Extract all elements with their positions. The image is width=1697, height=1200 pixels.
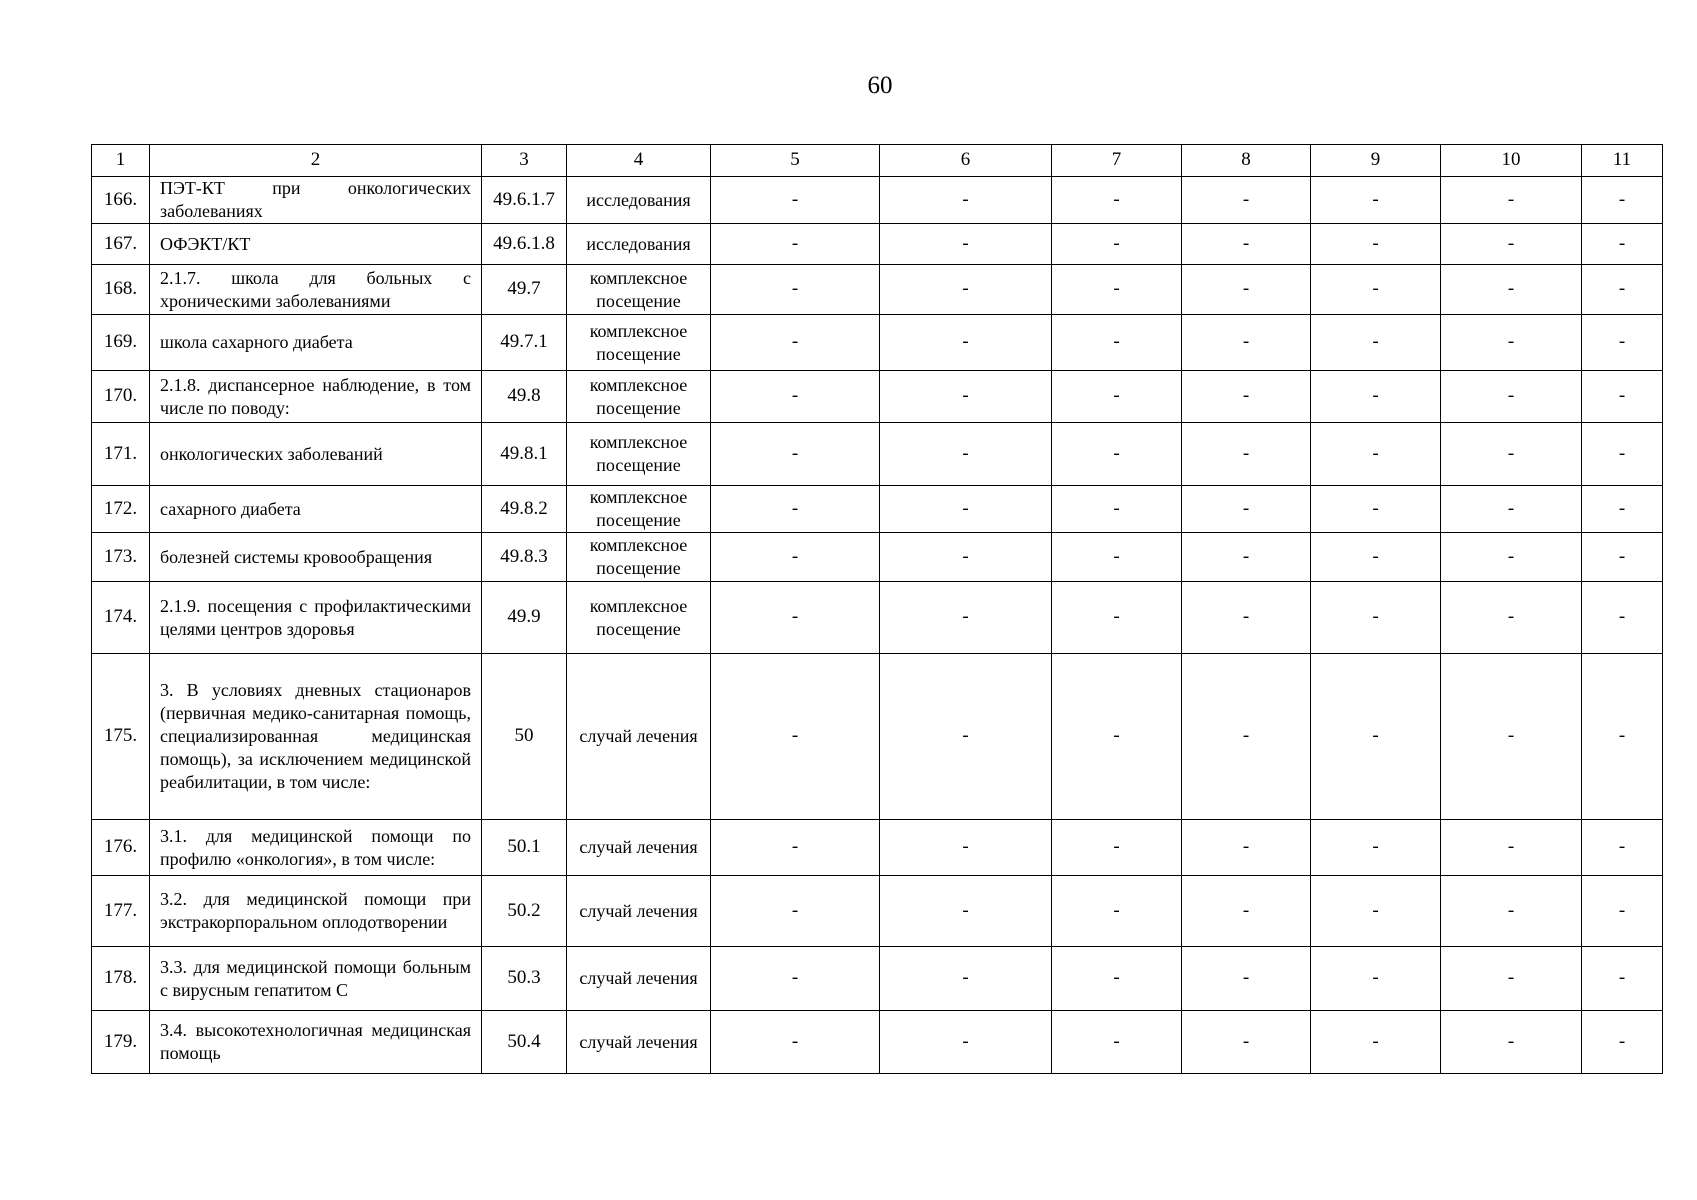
row-value: - <box>1311 224 1441 265</box>
row-value: - <box>880 265 1052 315</box>
row-value: - <box>711 820 880 876</box>
column-header: 9 <box>1311 145 1441 177</box>
row-value: - <box>1182 265 1311 315</box>
row-value: - <box>1182 533 1311 582</box>
row-unit: исследования <box>567 224 711 265</box>
row-value: - <box>1582 265 1663 315</box>
column-header: 3 <box>482 145 567 177</box>
table-row <box>92 224 1663 265</box>
row-value: - <box>1182 371 1311 423</box>
row-unit: комплексное посещение <box>567 486 711 533</box>
column-header: 1 <box>92 145 150 177</box>
table-row <box>92 947 1663 1011</box>
row-value: - <box>880 582 1052 654</box>
row-name: онкологических заболеваний <box>150 423 482 486</box>
row-name: ПЭТ-КТ при онкологических заболеваниях <box>150 177 482 224</box>
row-value: - <box>880 315 1052 371</box>
header-row <box>92 145 1663 177</box>
row-name: 3.2. для медицинской помощи при экстракорпоральном оплодотворении <box>150 876 482 947</box>
page-number: 60 <box>867 72 893 99</box>
row-value: - <box>1582 820 1663 876</box>
table-row <box>92 315 1663 371</box>
row-value: - <box>1441 265 1582 315</box>
row-value: - <box>880 947 1052 1011</box>
row-unit: комплексное посещение <box>567 533 711 582</box>
table-row <box>92 654 1663 820</box>
row-name: 3.4. высокотехнологичная медицинская помощь <box>150 1011 482 1074</box>
row-value: - <box>1441 423 1582 486</box>
row-value: - <box>1052 654 1182 820</box>
row-code: 50 <box>482 654 567 820</box>
column-header: 6 <box>880 145 1052 177</box>
row-value: - <box>880 423 1052 486</box>
row-name: сахарного диабета <box>150 486 482 533</box>
table-row <box>92 371 1663 423</box>
row-value: - <box>1311 315 1441 371</box>
row-value: - <box>1052 533 1182 582</box>
row-value: - <box>1311 820 1441 876</box>
table-body <box>92 177 1663 1074</box>
row-value: - <box>1441 1011 1582 1074</box>
row-code: 49.7.1 <box>482 315 567 371</box>
row-value: - <box>711 315 880 371</box>
row-value: - <box>1182 177 1311 224</box>
row-name: 2.1.8. диспансерное наблюдение, в том числе по поводу: <box>150 371 482 423</box>
row-value: - <box>1311 533 1441 582</box>
row-value: - <box>880 224 1052 265</box>
row-code: 50.2 <box>482 876 567 947</box>
row-unit: комплексное посещение <box>567 371 711 423</box>
column-header: 5 <box>711 145 880 177</box>
row-value: - <box>880 486 1052 533</box>
row-value: - <box>1182 876 1311 947</box>
row-value: - <box>711 1011 880 1074</box>
row-value: - <box>711 486 880 533</box>
row-number: 172. <box>92 486 150 533</box>
row-unit: случай лечения <box>567 876 711 947</box>
row-name: 2.1.7. школа для больных с хроническими заболеваниями <box>150 265 482 315</box>
row-name: 3.3. для медицинской помощи больным с вирусным гепатитом С <box>150 947 482 1011</box>
row-value: - <box>1582 224 1663 265</box>
column-header: 11 <box>1582 145 1663 177</box>
row-value: - <box>711 947 880 1011</box>
row-value: - <box>1311 654 1441 820</box>
row-value: - <box>1441 654 1582 820</box>
column-header: 7 <box>1052 145 1182 177</box>
data-table <box>91 144 1663 1074</box>
row-value: - <box>711 654 880 820</box>
row-value: - <box>1582 177 1663 224</box>
row-unit: случай лечения <box>567 820 711 876</box>
row-number: 175. <box>92 654 150 820</box>
row-value: - <box>1182 654 1311 820</box>
row-value: - <box>1182 820 1311 876</box>
row-value: - <box>1182 582 1311 654</box>
row-value: - <box>711 224 880 265</box>
row-value: - <box>1441 486 1582 533</box>
row-code: 49.6.1.8 <box>482 224 567 265</box>
row-value: - <box>711 265 880 315</box>
row-unit: исследования <box>567 177 711 224</box>
row-value: - <box>711 371 880 423</box>
row-value: - <box>1311 371 1441 423</box>
row-code: 50.4 <box>482 1011 567 1074</box>
row-value: - <box>1441 371 1582 423</box>
table-row <box>92 876 1663 947</box>
row-value: - <box>1311 582 1441 654</box>
row-value: - <box>1052 423 1182 486</box>
row-value: - <box>711 423 880 486</box>
row-value: - <box>1582 582 1663 654</box>
row-value: - <box>1052 265 1182 315</box>
row-value: - <box>1182 315 1311 371</box>
row-value: - <box>1582 371 1663 423</box>
row-unit: случай лечения <box>567 1011 711 1074</box>
row-value: - <box>1441 876 1582 947</box>
row-value: - <box>1441 177 1582 224</box>
row-value: - <box>1582 876 1663 947</box>
row-number: 178. <box>92 947 150 1011</box>
row-name: 3. В условиях дневных стационаров (первичная медико-санитарная помощь, специализированная медицинская помощь), за исключением медицинской реабилитации, в том числе: <box>150 654 482 820</box>
table-row <box>92 582 1663 654</box>
row-code: 49.8.3 <box>482 533 567 582</box>
row-value: - <box>880 876 1052 947</box>
row-number: 166. <box>92 177 150 224</box>
row-value: - <box>1182 423 1311 486</box>
column-header: 2 <box>150 145 482 177</box>
row-value: - <box>1582 315 1663 371</box>
row-value: - <box>1582 654 1663 820</box>
row-value: - <box>711 582 880 654</box>
row-unit: комплексное посещение <box>567 582 711 654</box>
row-code: 49.9 <box>482 582 567 654</box>
row-value: - <box>1052 371 1182 423</box>
row-value: - <box>1311 876 1441 947</box>
table-row <box>92 486 1663 533</box>
row-value: - <box>1182 1011 1311 1074</box>
row-value: - <box>711 177 880 224</box>
row-value: - <box>1582 533 1663 582</box>
row-value: - <box>1182 224 1311 265</box>
row-value: - <box>1441 533 1582 582</box>
row-code: 49.7 <box>482 265 567 315</box>
row-code: 49.8.1 <box>482 423 567 486</box>
row-value: - <box>1052 1011 1182 1074</box>
row-value: - <box>1441 947 1582 1011</box>
row-code: 49.8.2 <box>482 486 567 533</box>
row-name: 3.1. для медицинской помощи по профилю «онкология», в том числе: <box>150 820 482 876</box>
row-value: - <box>880 820 1052 876</box>
row-value: - <box>1582 1011 1663 1074</box>
row-value: - <box>1311 177 1441 224</box>
row-value: - <box>1311 947 1441 1011</box>
row-value: - <box>1441 315 1582 371</box>
row-value: - <box>1052 820 1182 876</box>
row-number: 179. <box>92 1011 150 1074</box>
table-row <box>92 820 1663 876</box>
row-value: - <box>1582 947 1663 1011</box>
row-unit: случай лечения <box>567 947 711 1011</box>
row-value: - <box>1052 224 1182 265</box>
row-number: 171. <box>92 423 150 486</box>
row-value: - <box>1311 265 1441 315</box>
row-unit: комплексное посещение <box>567 423 711 486</box>
row-code: 49.8 <box>482 371 567 423</box>
row-number: 176. <box>92 820 150 876</box>
row-name: ОФЭКТ/КТ <box>150 224 482 265</box>
row-code: 50.3 <box>482 947 567 1011</box>
row-name: болезней системы кровообращения <box>150 533 482 582</box>
column-header: 8 <box>1182 145 1311 177</box>
row-value: - <box>880 371 1052 423</box>
row-value: - <box>880 654 1052 820</box>
row-value: - <box>1441 224 1582 265</box>
row-number: 174. <box>92 582 150 654</box>
row-value: - <box>1052 876 1182 947</box>
row-value: - <box>1052 177 1182 224</box>
row-value: - <box>1182 947 1311 1011</box>
row-unit: случай лечения <box>567 654 711 820</box>
row-value: - <box>1052 582 1182 654</box>
row-value: - <box>880 177 1052 224</box>
row-name: 2.1.9. посещения с профилактическими целями центров здоровья <box>150 582 482 654</box>
row-number: 177. <box>92 876 150 947</box>
row-value: - <box>880 533 1052 582</box>
column-header: 10 <box>1441 145 1582 177</box>
row-value: - <box>1311 423 1441 486</box>
table-row <box>92 423 1663 486</box>
row-value: - <box>1441 820 1582 876</box>
row-name: школа сахарного диабета <box>150 315 482 371</box>
row-value: - <box>1052 315 1182 371</box>
row-value: - <box>711 876 880 947</box>
row-value: - <box>1052 947 1182 1011</box>
row-value: - <box>1441 582 1582 654</box>
row-code: 50.1 <box>482 820 567 876</box>
row-value: - <box>1182 486 1311 533</box>
row-number: 170. <box>92 371 150 423</box>
row-unit: комплексное посещение <box>567 315 711 371</box>
row-unit: комплексное посещение <box>567 265 711 315</box>
row-value: - <box>880 1011 1052 1074</box>
table-row <box>92 1011 1663 1074</box>
row-value: - <box>711 533 880 582</box>
row-value: - <box>1582 486 1663 533</box>
table-row <box>92 177 1663 224</box>
row-code: 49.6.1.7 <box>482 177 567 224</box>
row-number: 173. <box>92 533 150 582</box>
row-value: - <box>1582 423 1663 486</box>
row-number: 168. <box>92 265 150 315</box>
row-value: - <box>1052 486 1182 533</box>
row-number: 169. <box>92 315 150 371</box>
row-value: - <box>1311 486 1441 533</box>
column-header: 4 <box>567 145 711 177</box>
row-value: - <box>1311 1011 1441 1074</box>
table-row <box>92 265 1663 315</box>
table-row <box>92 533 1663 582</box>
row-number: 167. <box>92 224 150 265</box>
